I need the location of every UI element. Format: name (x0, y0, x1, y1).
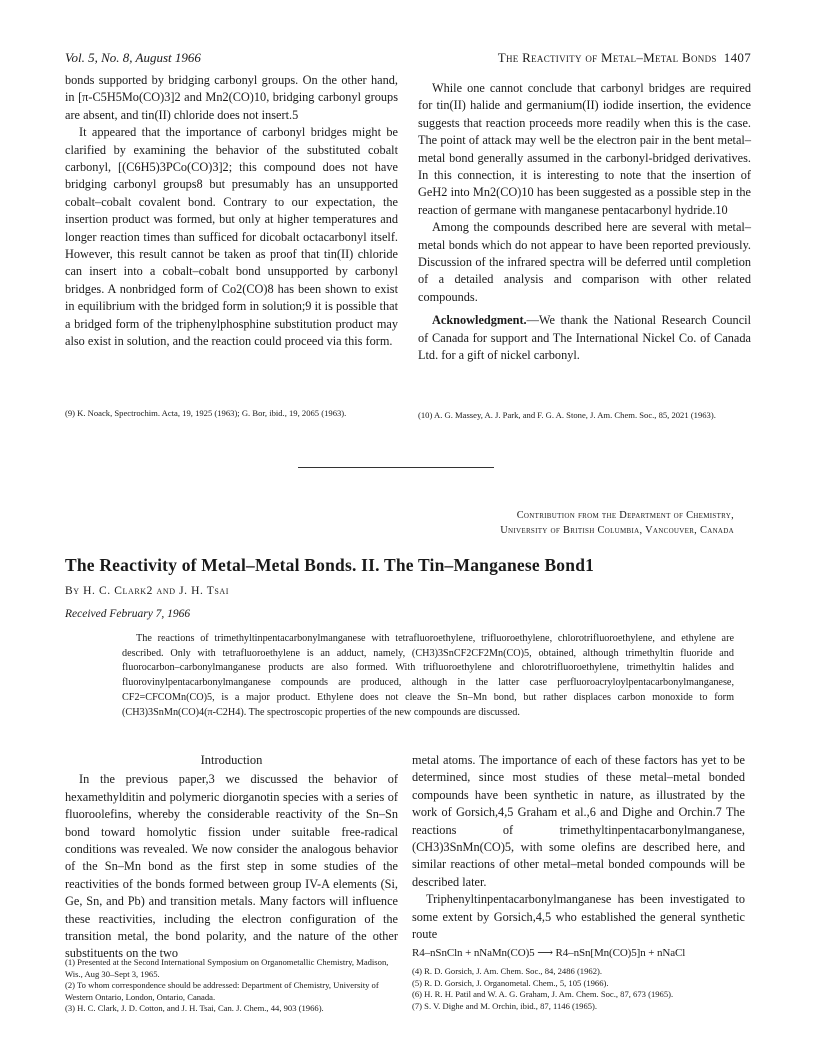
top-right-column (418, 80, 751, 365)
acknowledgment-label: Acknowledgment. (432, 313, 527, 328)
paragraph: While one cannot conclude that carbonyl bridges are required for tin(II) halide and germanium(II) iodide insertion, the evidence suggests that reaction proceeds more readily when this is the case. The point of attack may well be the electron pair in the bent metal–metal bond generally assumed in the carbonyl-bridged derivatives. In this connection, it is interesting to note that the insertion of GeH2 into Mn2(CO)10 has been suggested as a possible step in the reaction of germane with manganese pentacarbonyl hydride.10 (418, 81, 751, 217)
contribution-line: Contribution from the Department of Chemistry, (516, 510, 734, 521)
abstract (122, 632, 734, 720)
right-footnotes (412, 966, 745, 1012)
running-title: The Reactivity of Metal–Metal Bonds (497, 50, 717, 65)
footnote-10: (10) A. G. Massey, A. J. Park, and F. G. A. Stone, J. Am. Chem. Soc., 85, 2021 (1963). (418, 410, 716, 420)
footnote: (7) S. V. Dighe and M. Orchin, ibid., 87, 1146 (1965). (412, 1000, 598, 1011)
footnote: (2) To whom correspondence should be addressed: Department of Chemistry, University of Western Ontario, London, Ontario, Canada. (65, 980, 379, 1002)
page-number: 1407 (723, 50, 751, 65)
running-title-header (498, 50, 751, 66)
footnote: (1) Presented at the Second International Symposium on Organometallic Chemistry, Madison, Wis., Aug 30–Sept 3, 1965. (65, 957, 389, 979)
paragraph: bonds supported by bridging carbonyl groups. On the other hand, in [π-C5H5Mo(CO)3]2 and Mn2(CO)10, bridging carbonyl groups are absent, and tin(II) chloride does not insert.5 (65, 73, 398, 122)
footnote-9: (9) K. Noack, Spectrochim. Acta, 19, 1925 (1963); G. Bor, ibid., 19, 2065 (1963). (65, 408, 347, 418)
abstract-text: The reactions of trimethyltinpentacarbonylmanganese with tetrafluoroethylene, trifluoroethylene, chlorotrifluoroethylene, and ethylene are described. Only with tetrafluoroethylene is an adduct, namely, (CH3)3SnCF2CF2Mn(CO)5, obtained, although trimethyltin fluoride and fluorocarbon–carbonylmanganese products are also formed. With trifluoroethylene and chlorotrifluoroethylene, trimethyltin halides and fluorovinylpentacarbonylmanganese compounds are produced, although in the latter case perfluoroacryloylpentacarbonylmanganese, CF2=CFCOMn(CO)5, is a major product. Ethylene does not cleave the Sn–Mn bond, but rather displaces carbon monoxide to form (CH3)3SnMn(CO)4(π-C2H4). The spectroscopic properties of the new compounds are discussed. (122, 633, 734, 718)
equation: R4–nSnCln + nNaMn(CO)5 ⟶ R4–nSn[Mn(CO)5]n + nNaCl (412, 947, 686, 960)
footnote: (5) R. D. Gorsich, J. Organometal. Chem., 5, 105 (1966). (412, 977, 609, 988)
footnote: (6) H. R. H. Patil and W. A. G. Graham, J. Am. Chem. Soc., 87, 673 (1965). (412, 989, 674, 1000)
footnote: (4) R. D. Gorsich, J. Am. Chem. Soc., 84, 2486 (1962). (412, 966, 603, 976)
section-heading: Introduction (200, 753, 263, 767)
intro-left-column (65, 752, 398, 963)
paragraph: Triphenyltinpentacarbonylmanganese has been investigated to some extent by Gorsich,4,5 who established the general synthetic route (412, 892, 745, 942)
paragraph: metal atoms. The importance of each of these factors has yet to be determined, since most studies of these metal–metal bonded compounds have been synthetic in nature, as illustrated by the work of Gorsich,4,5 Graham et al.,6 and Dighe and Orchin.7 The reactions of trimethyltinpentacarbonylmanganese, (CH3)3SnMn(CO)5, with some olefins are described here, and similar reactions of other metal–metal bonded compounds will be described later. (412, 753, 745, 889)
acknowledgment (418, 312, 751, 364)
byline: By H. C. Clark2 and J. H. Tsai (65, 585, 230, 597)
left-footnotes (65, 957, 398, 1015)
top-left-column (65, 72, 398, 351)
article-divider (298, 467, 494, 468)
article-title: The Reactivity of Metal–Metal Bonds. II. The Tin–Manganese Bond1 (65, 555, 595, 575)
paragraph: Among the compounds described here are several with metal–metal bonds which do not appear to have been reported previously. Discussion of the infrared spectra will be deferred until completion of a detailed analysis and comparison with other related compounds. (418, 220, 751, 304)
contribution-line: University of British Columbia, Vancouver, Canada (500, 525, 734, 536)
paragraph: In the previous paper,3 we discussed the behavior of hexamethylditin and polymeric diorganotin species with a series of fluoroolefins, whereby the considerable reactivity of the Sn–Sn bond toward homolytic fission under suitable free-radical conditions was revealed. We now consider the analogous behavior of the Sn–Mn bond as the first step in some studies of the reactivities of the bonds formed between group IV-A elements (Si, Ge, Sn, and Pb) and transition metals. Many factors will influence these reactivities, including the electron configuration of the transition metal, the bond polarity, and the nature of the other substituents on the two (65, 772, 398, 961)
intro-right-column (412, 752, 745, 963)
paragraph: It appeared that the importance of carbonyl bridges might be clarified by examining the behavior of the substituted cobalt carbonyl, [(C6H5)3PCo(CO)3]2; this compound does not have bridging carbonyl groups8 but presumably has an unsupported cobalt–cobalt covalent bond. Contrary to our expectation, the insertion product was formed, but only at higher temperatures and longer reaction times than sufficed for dicobalt octacarbonyl itself. However, this result cannot be taken as proof that tin(II) chloride can insert into a cobalt–cobalt bond unsupported by carbonyl bridges. A nonbridged form of Co2(CO)8 has been shown to exist in equilibrium with the bridged form in solution;9 it is possible that a bridged form of the triphenylphosphine substitution product may also exist in solution, and the reaction could proceed via this form. (65, 125, 398, 349)
acknowledgment-text: —We thank the National Research Council of Canada for support and The International Nickel Co. of Canada Ltd. for a gift of nickel carbonyl. (418, 313, 751, 363)
journal-issue-header: Vol. 5, No. 8, August 1966 (65, 50, 201, 65)
contribution-affiliation (500, 508, 734, 538)
footnote: (3) H. C. Clark, J. D. Cotton, and J. H. Tsai, Can. J. Chem., 44, 903 (1966). (65, 1003, 324, 1014)
received-date: Received February 7, 1966 (65, 608, 191, 620)
